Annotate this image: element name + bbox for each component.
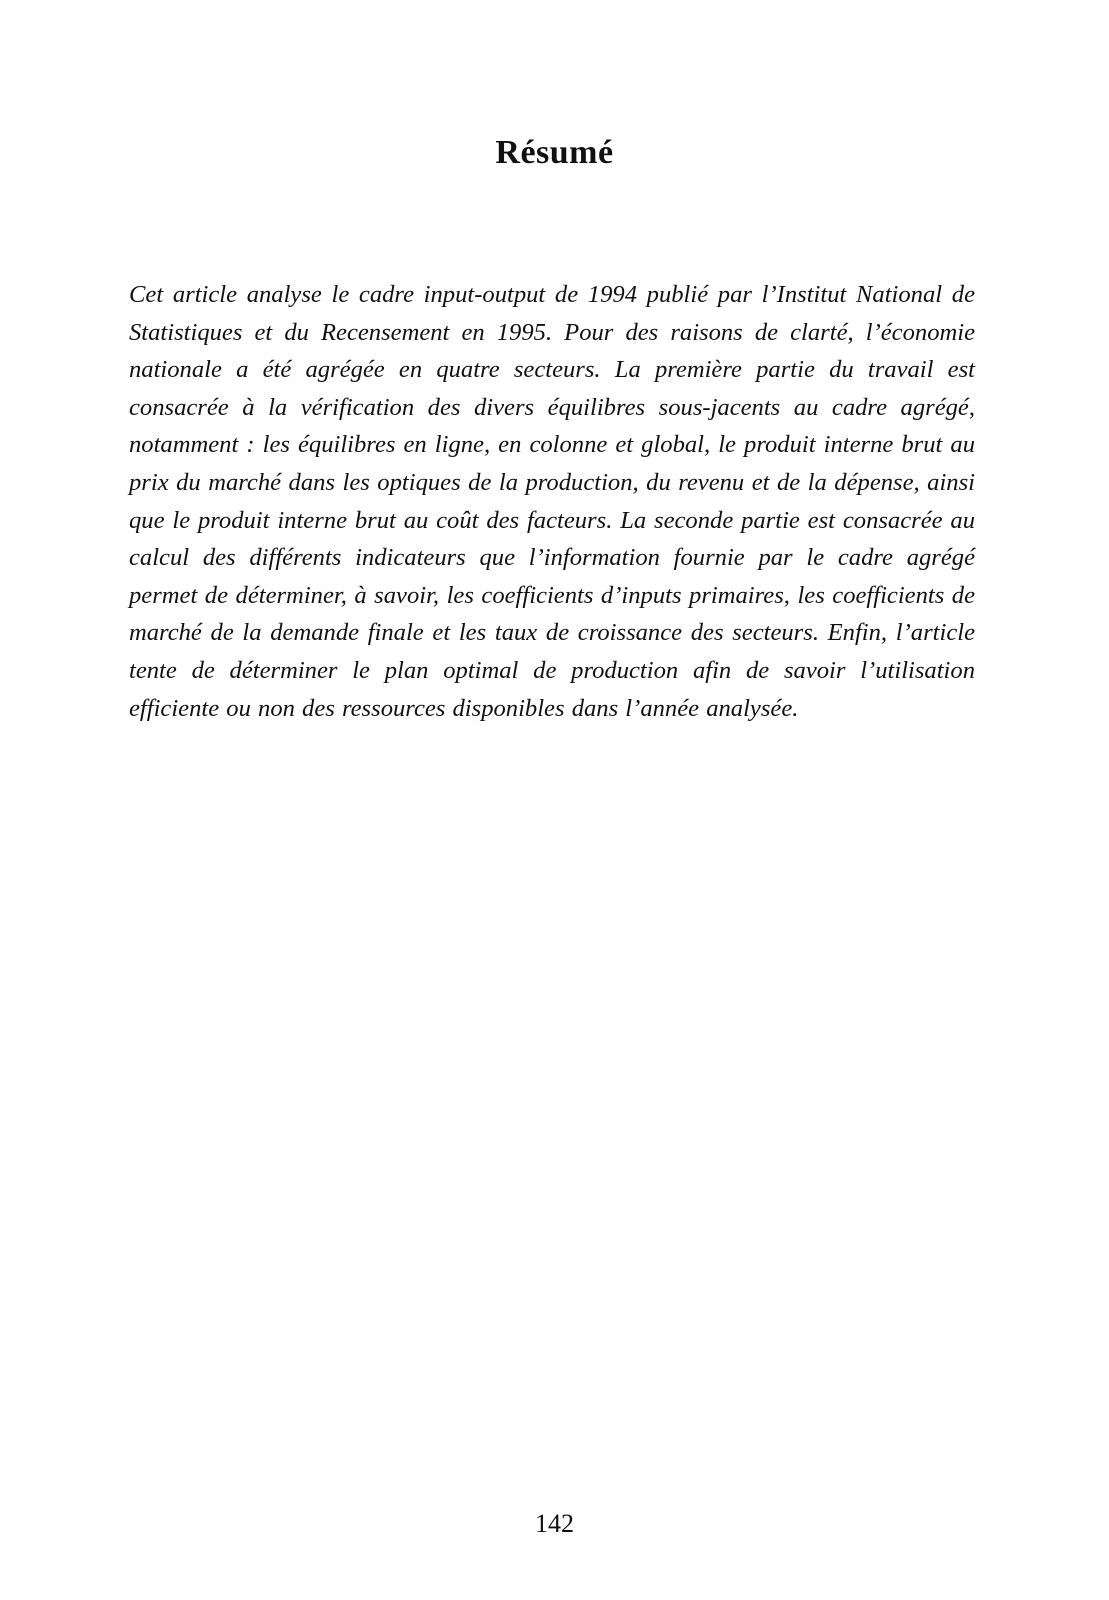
page-number: 142: [535, 1509, 574, 1538]
page-title: Résumé: [495, 134, 614, 171]
abstract-paragraph: Cet article analyse le cadre input-output de 1994 publié par l’Institut National de Statistiques et du Recensement en 1995. Pour des raisons de clarté, l’économie nationale a été agrégée en quatre secteurs. La première partie du travail est consacrée à la vérification des divers équilibres sous-jacents au cadre agrégé, notamment : les équilibres en ligne, en colonne et global, le produit interne brut au prix du marché dans les optiques de la production, du revenu et de la dépense, ainsi que le produit interne brut au coût des facteurs. La seconde partie est consacrée au calcul des différents indicateurs que l’information fournie par le cadre agrégé permet de déterminer, à savoir, les coefficients d’inputs primaires, les coefficients de marché de la demande finale et les taux de croissance des secteurs. Enfin, l’article tente de déterminer le plan optimal de production afin de savoir l’utilisation efficiente ou non des ressources disponibles dans l’année analysée.: [129, 281, 975, 722]
